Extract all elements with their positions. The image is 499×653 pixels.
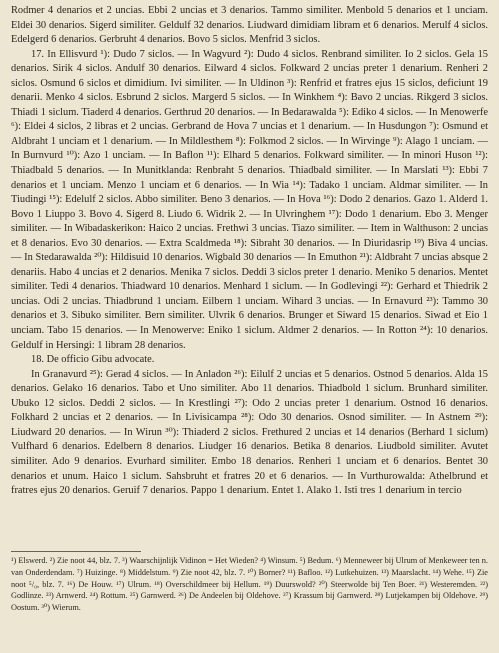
- main-text: [11, 4, 488, 499]
- footnotes: [11, 555, 488, 614]
- paragraph-section-18: In Granavurd ²⁵): Gerad 4 siclos. — In Anladon ²⁶): Eilulf 2 uncias et 5 denarios. Ostnod 5 denarios. Alda 15 denarios. Gelako 16 denarios. Tabo et Uno similiter. Abo 11 denarios. Thiadbold 1 siclum. Brunhard similiter. Ubuko 12 siclos. Deddi 2 siclos. — In Krestlingi ²⁷): Odo 2 uncias preter 1 denarium. Ostnod 16 denarios. Folkhard 2 uncias et 2 denarios. — In Livisicampa ²⁸): Odo 30 denarios. Osnod similiter. — In Astnem ²⁹): Liudward 20 denarios. — In Wirun ³⁰): Thiaderd 2 siclos. Frethured 2 uncias et 14 denarios (Berhard 1 siclum) Vulfhard 6 denarios. Edelbern 8 denarios. Liudger 16 denarios. Betika 8 denarios. Liudbold similiter. Avutet similiter. Ado 9 denarios. Evurhard similiter. Embo 18 denarios. Renheri 1 unciam et 6 denarios. Bentet 30 denarios et unum. Haico 1 siclum. Sahsbruht et fratres 20 et 6 denarios. — In Vurthurowalda: Athelbrund et fratres ejus 20 denarios. Geruif 7 denarios. Pappo 1 denarium. Entet 1. Alako 1. Isti tres 1 denarium in tercio: [11, 368, 488, 497]
- paragraph-continuation: Rodmer 4 denarios et 2 uncias. Ebbi 2 uncias et 3 denarios. Tammo similiter. Menbold 5 denarios et 1 unciam. Eldei 30 denarios. Sigerd similiter. Geldulf 32 denarios. Liudward dimidiam libram et 6 denarios. Merulf 4 siclos. Edelgerd 6 denarios. Gerbruht 4 denarios. Bovo 5 siclos. Menfrid 3 siclos.: [11, 5, 488, 46]
- section-heading-18: 18. De officio Gibu advocate.: [31, 354, 155, 366]
- footnote-rule: [11, 551, 141, 552]
- paragraph-section-17: 17. In Ellisvurd ¹): Dudo 7 siclos. — In Wagvurd ²): Dudo 4 siclos. Renbrand similiter. Io 2 siclos. Gela 15 denarios. Sirik 4 siclos. Andulf 30 denarios. Eilward 4 siclos. Folkward 2 uncias preter 1 denarium. Renheri 2 siclos. Osmund 6 siclos et dimidium. Ivi similiter. — In Uldinon ³): Renfrid et fratres ejus 15 siclos, deficiunt 19 denarii. Menko 4 siclos. Esbrund 2 siclos. Margerd 5 siclos. — In Winkhem ⁴): Bavo 2 uncias. Rikgerd 3 siclos. Thiadi 1 siclum. Tiaderd 4 denarios. Gerthrud 20 denarios. — In Bedarawalda ⁵): Ediko 4 siclos. — In Menowerfe ⁶): Eldei 4 siclos, 2 libras et 2 uncias. Gerbrand de Hova 7 uncias et 1 denarium. — In Husdungon ⁷): Osmund et Aldbraht 1 unciam et 1 denarium. — In Mildlesthem ⁸): Folkmod 2 siclos. — In Wirvinge ⁹): Alago 1 unciam. — In Burnvurd ¹⁰): Azo 1 unciam. — In Baflon ¹¹): Elhard 5 denarios. Folkward similiter. — In minori Huson ¹²): Thiadbald 5 denarios. — In Munitklanda: Renbraht 5 denarios. Thiadbald similiter. — In Marslati ¹³): Ebbi 7 denarios et 1 unciam. Menzo 1 unciam et 6 denarios. — In Wia ¹⁴): Tadako 1 unciam. Aldmar similiter. — In Tiudingi ¹⁵): Edelulf 2 siclos. Abbo similiter. Beno 3 denarios. — In Hova ¹⁶): Dodo 2 denarios. Gazo 1. Alderd 1. Bovo 1 Liuppo 3. Bovo 4. Sigerd 8. Liudo 6. Widrik 2. — In Ulvringhem ¹⁷): Dodo 1 denarium. Ebo 3. Menger similiter. — In Wibadaskerikon: Haico 2 uncias. Frethwi 3 uncias. Tiazo similiter. — Item in Walthuson: 2 uncias et 8 denarios. Evo 30 denarios. — Extra Scaldmeda ¹⁸): Sibraht 30 denarios. — In Diuridasrip ¹⁹) Biva 4 uncias. — In Stedarawalda ²⁰): Hildisuid 10 denarios. Wigbald 30 denarios — In Emuthon ²¹): Aldbraht 7 uncias absque 2 denariis. Habo 4 uncias et 2 denarios. Menika 7 siclos. Deddi 3 siclos preter 1 denario. Meniko 5 denarios. Mentet similiter. Tedi 4 denarios. Thiadward 10 denarios. Menhard 1 siclum. — In Godlevingi ²²): Gerhard et Thiedrik 2 uncias. Odi 2 uncias. Thiadbrund 1 unciam. Eilbern 1 unciam. Wihard 3 uncias. — In Ernavurd ²³): Tammo 30 denarios et 3. Sibuko similiter. Bern similiter. Ulvrik 6 denarios. Brunger et Siward 15 denarios. Siwad et Eio 1 unciam. Tabo 15 denarios. — In Menowerve: Eniko 1 siclum. Aldmer 2 denarios. — In Rotton ²⁴): 10 denarios. Geldulf in Hersingi: 1 libram 28 denarios.: [11, 48, 488, 351]
- footnote-text: ¹) Elswerd. ²) Zie noot 44, blz. 7. ³) Waarschijnlijk Vidinon = Het Wieden? ⁴) Winsum. ⁵) Bedum. ⁶) Menneweer bij Ulrum of Menkeweer ten n. van Onderdendam. ⁷) Huizinge. ⁸) Middelstum. ⁹) Zie noot 42, blz. 7. ¹⁰) Borner? ¹¹) Bafloo. ¹²) Lutkehuizen. ¹³) Maarslacht. ¹⁴) Wehe. ¹⁵) Zie noot ⁵/₀, blz. 7. ¹⁶) De Houw. ¹⁷) Ulrum. ¹⁸) Overschildmeer bij Hellum. ¹⁹) Duurswold? ²⁰) Steerwolde bij Ten Boer. ²¹) Westeremden. ²²) Godlinze. ²³) Arnwerd. ²⁴) Rottum. ²⁵) Garnwerd. ²⁶) De Andeelen bij Oldehove. ²⁷) Krassum bij Garnwerd. ²⁸) Lutjekampen bij Oldehove. ²⁹) Oostum. ³⁰) Wierum.: [11, 556, 488, 613]
